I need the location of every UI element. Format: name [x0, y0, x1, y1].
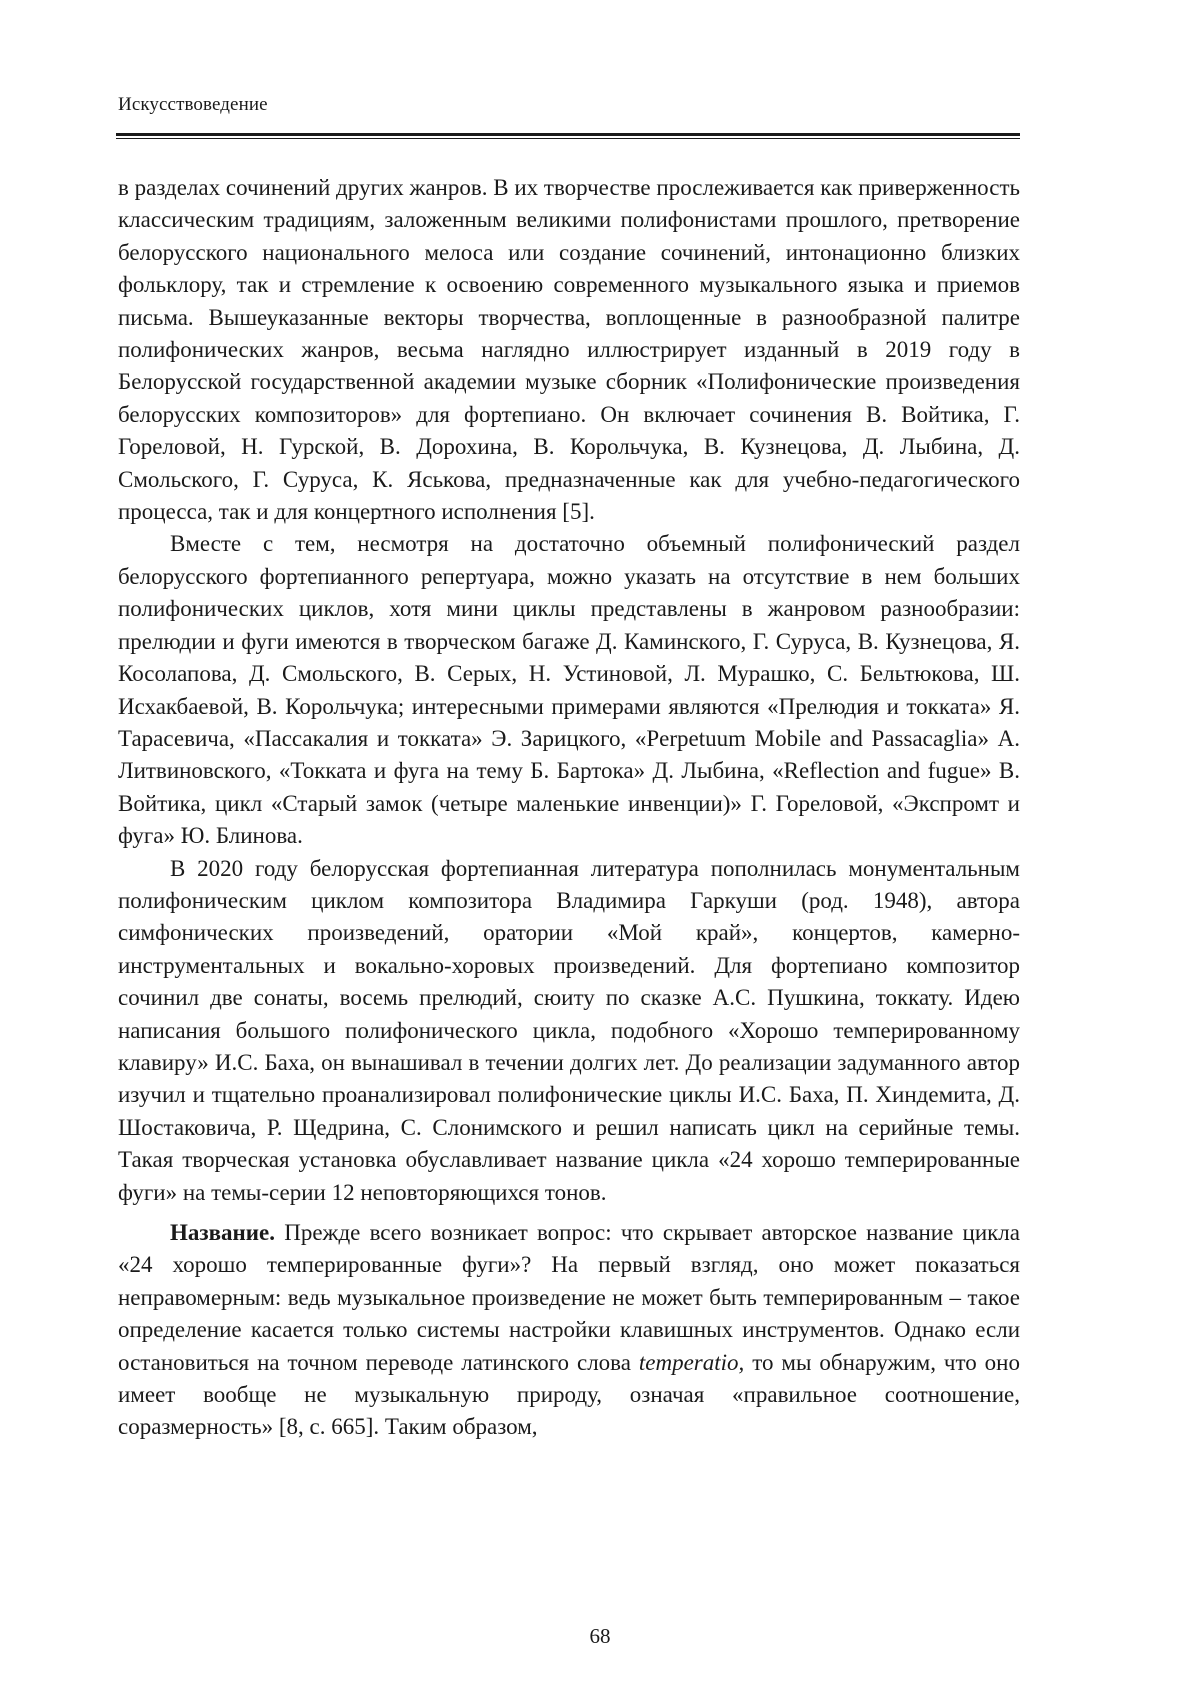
header-rule-thick — [116, 133, 1020, 136]
latin-term: temperatio, — [638, 1349, 745, 1375]
page-number: 68 — [589, 1624, 611, 1648]
article-body — [118, 172, 1020, 1444]
header-rule-thin — [116, 138, 1020, 139]
paragraph-4 — [118, 1217, 1020, 1444]
run-in-heading: Название. — [170, 1220, 276, 1245]
paragraph-1: в разделах сочинений других жанров. В их творчестве прослеживается как приверженность классическим традициям, заложенным великими полифонистами прошлого, претворение белорусского национального мелоса или создание сочинений, интонационно близких фольклору, так и стремление к освоению современного музыкального языка и приемов письма. Вышеуказанные векторы творчества, воплощенные в разнообразной палитре полифонических жанров, весьма наглядно иллюстрирует изданный в 2019 году в Белорусской государственной академии музыке сборник «Полифонические произведения белорусских композиторов» для фортепиано. Он включает сочинения В. Войтика, Г. Гореловой, Н. Гурской, В. Дорохина, В. Корольчука, В. Кузнецова, Д. Лыбина, Д. Смольского, Г. Суруса, К. Яськова, предназначенные как для учебно-педагогического процесса, так и для концертного исполнения [5]. — [118, 175, 1020, 525]
running-head-section-title: Искусствоведение — [118, 94, 268, 115]
paragraph-4-text-a: Прежде всего возникает вопрос: что скрывает авторское название цикла «24 хорошо темперированные фуги»? На первый взгляд, оно может показаться неправомерным: ведь музыкальное произведение не может быть темперированным – такое определение касается только системы настройки клавишных инструментов. Однако если остановиться на точном переводе латинского слова — [118, 1220, 1020, 1375]
paragraph-3: В 2020 году белорусская фортепианная литература пополнилась монументальным полифоническим циклом композитора Владимира Гаркуши (род. 1948), автора симфонических произведений, оратории «Мой край», концертов, камерно-инструментальных и вокально-хоровых произведений. Для фортепиано композитор сочинил две сонаты, восемь прелюдий, сюиту по сказке А.С. Пушкина, токкату. Идею написания большого полифонического цикла, подобного «Хорошо темперированному клавиру» И.С. Баха, он вынашивал в течении долгих лет. До реализации задуманного автор изучил и тщательно проанализировал полифонические циклы И.С. Баха, П. Хиндемита, Д. Шостаковича, Р. Щедрина, С. Слонимского и решил написать цикл на серийные темы. Такая творческая установка обуславливает название цикла «24 хорошо темперированные фуги» на темы-серии 12 неповторяющихся тонов. — [118, 855, 1020, 1205]
paragraph-4-text-b: то мы обнаружим, что оно имеет вообще не музыкальную природу, означая «правильное соотношение, соразмерность» [8, с. 665]. Таким образом, — [118, 1349, 1020, 1440]
paragraph-2: Вместе с тем, несмотря на достаточно объемный полифонический раздел белорусского фортепианного репертуара, можно указать на отсутствие в нем больших полифонических циклов, хотя мини циклы представлены в жанровом разнообразии: прелюдии и фуги имеются в творческом багаже Д. Каминского, Г. Суруса, В. Кузнецова, Я. Косолапова, Д. Смольского, В. Серых, Н. Устиновой, Л. Мурашко, С. Бельтюкова, Ш. Исхакбаевой, В. Корольчука; интересными примерами являются «Прелюдия и токката» Я. Тарасевича, «Пассакалия и токката» Э. Зарицкого, «Perpetuum Mobile and Passacaglia» А. Литвиновского, «Токката и фуга на тему Б. Бартока» Д. Лыбина, «Reflection and fugue» В. Войтика, цикл «Старый замок (четыре маленькие инвенции)» Г. Гореловой, «Экспромт и фуга» Ю. Блинова. — [118, 531, 1020, 849]
